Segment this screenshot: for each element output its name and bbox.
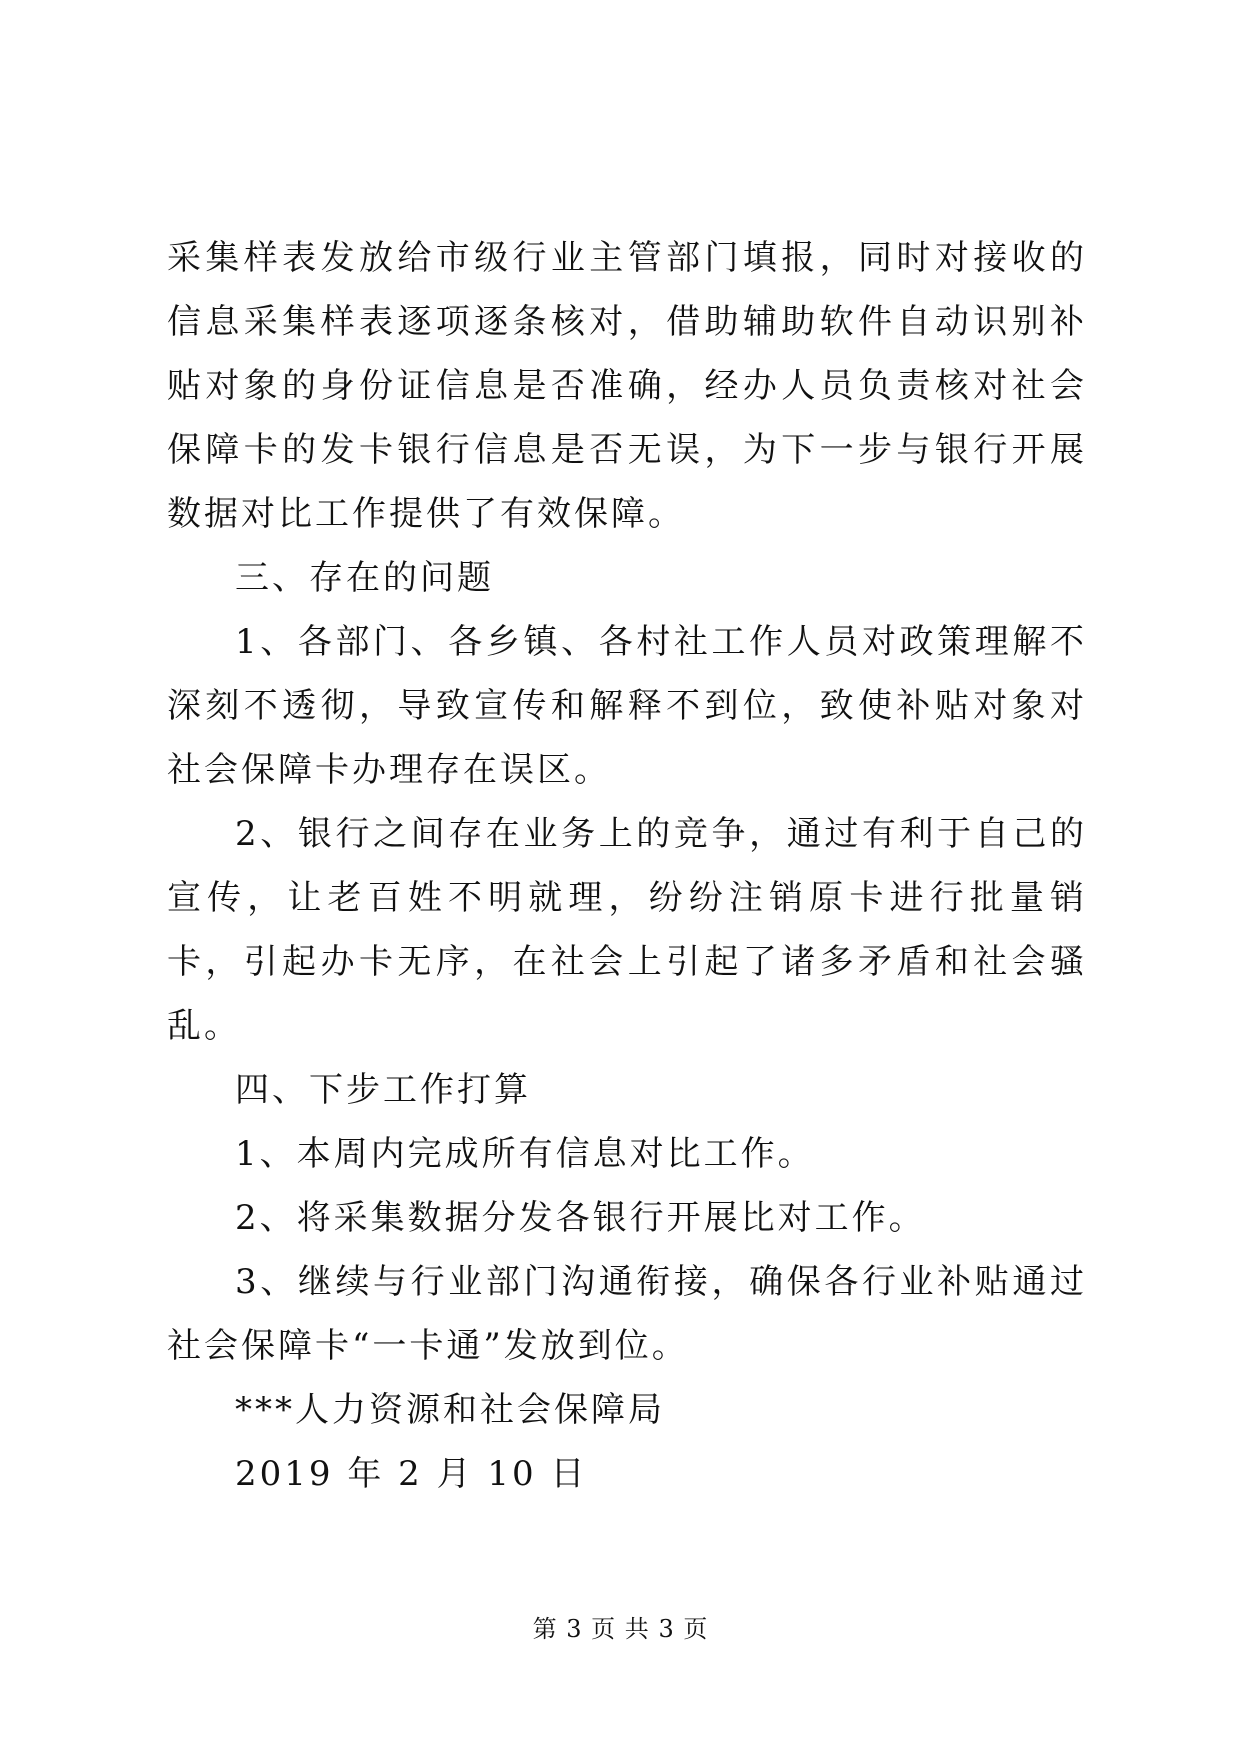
paragraph-step-1: 1、本周内完成所有信息对比工作。 <box>235 1134 815 1174</box>
section-heading-next-steps: 四、下步工作打算 <box>235 1070 531 1110</box>
paragraph-step-2: 2、将采集数据分发各银行开展比对工作。 <box>235 1198 926 1238</box>
paragraph-step-3: 3、继续与行业部门沟通衔接，确保各行业补贴通过社会保障卡“一卡通”发放到位。 <box>167 1262 1087 1366</box>
signature-date: 2019 年 2 月 10 日 <box>235 1454 588 1494</box>
paragraph-problem-2: 2、银行之间存在业务上的竞争，通过有利于自己的宣传，让老百姓不明就理，纷纷注销原卡进行批量销卡，引起办卡无序，在社会上引起了诸多矛盾和社会骚乱。 <box>167 814 1087 1046</box>
signature-organization: ***人力资源和社会保障局 <box>235 1390 665 1430</box>
document-body <box>167 226 1087 1506</box>
section-heading-problems: 三、存在的问题 <box>235 558 494 598</box>
paragraph-continuation: 采集样表发放给市级行业主管部门填报，同时对接收的信息采集样表逐项逐条核对，借助辅助软件自动识别补贴对象的身份证信息是否准确，经办人员负责核对社会保障卡的发卡银行信息是否无误，为下一步与银行开展数据对比工作提供了有效保障。 <box>167 238 1087 534</box>
paragraph-problem-1: 1、各部门、各乡镇、各村社工作人员对政策理解不深刻不透彻，导致宣传和解释不到位，致使补贴对象对社会保障卡办理存在误区。 <box>167 622 1087 790</box>
page-number-footer: 第 3 页 共 3 页 <box>532 1615 709 1643</box>
